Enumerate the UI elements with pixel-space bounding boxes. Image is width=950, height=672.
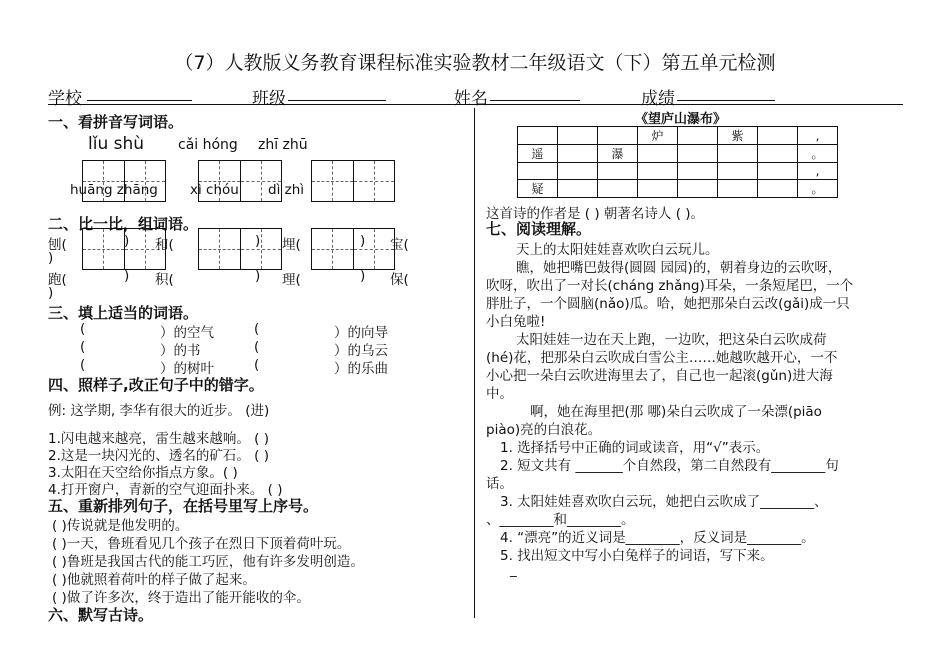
- reading-p3-line4: 中。: [486, 386, 513, 402]
- reading-p2-line2: 吹呀，吹出了一对长(cháng zhǎng)耳朵，一条短尾巴，一个: [486, 278, 854, 294]
- poem-cell[interactable]: [718, 145, 758, 163]
- compare-char-3: 埋(: [282, 237, 301, 253]
- fill-open-4: (: [254, 339, 260, 355]
- reading-p2-line1: 瞧，她把嘴巴鼓得(圆圆 园园)的，朝着身边的云吹呀，: [516, 260, 842, 276]
- class-label: 班级: [252, 89, 286, 109]
- compare-char-4: 宝(: [390, 237, 409, 253]
- poem-cell[interactable]: [718, 180, 758, 198]
- poem-cell[interactable]: [718, 163, 758, 180]
- correction-example: 例: 这学期, 李华有很大的近步。 (进): [48, 403, 270, 419]
- correction-item-1[interactable]: 1.闪电越来越亮，雷生越来越响。 ( ): [48, 431, 269, 447]
- poem-cell[interactable]: [678, 127, 718, 145]
- poem-cell[interactable]: [758, 127, 798, 145]
- question-2-line2: 话。: [486, 476, 513, 492]
- poem-cell[interactable]: [598, 127, 638, 145]
- order-item-4[interactable]: ( )他就照着荷叶的样子做了起来。: [52, 572, 256, 588]
- reading-p2-line4: 小白兔啦!: [486, 314, 546, 330]
- compare-char-6: 积(: [155, 272, 174, 288]
- poem-cell[interactable]: [638, 163, 678, 180]
- name-label: 姓名: [454, 89, 488, 109]
- poem-cell[interactable]: [678, 145, 718, 163]
- poem-cell[interactable]: [598, 180, 638, 198]
- poem-cell[interactable]: [518, 163, 558, 180]
- section3-heading: 三、填上适当的词语。: [48, 304, 199, 322]
- pinyin-dizhi: dì zhì: [268, 182, 305, 198]
- fill-item-2[interactable]: ）的向导: [334, 325, 388, 341]
- order-item-2[interactable]: ( )一天，鲁班看见几个孩子在烈日下顶着荷叶玩。: [52, 536, 351, 552]
- school-blank[interactable]: [87, 100, 192, 101]
- poem-title: 《望庐山瀑布》: [635, 112, 727, 127]
- pinyin-liushu: lǐu shù: [88, 134, 145, 154]
- question-5-answer-line[interactable]: _: [510, 562, 517, 578]
- fill-open-1: (: [80, 321, 86, 337]
- poem-grid[interactable]: [517, 126, 838, 198]
- poem-cell[interactable]: [638, 180, 678, 198]
- score-blank[interactable]: [677, 100, 775, 101]
- pinyin-zhizhu: zhī zhū: [258, 137, 308, 153]
- reading-p3-line2: (hé)花，把那朵白云吹成白雪公主……她越吹越开心，一不: [486, 350, 838, 366]
- fill-item-4[interactable]: ）的乌云: [334, 343, 388, 359]
- poem-cell[interactable]: 。: [798, 180, 838, 198]
- poem-cell[interactable]: [758, 180, 798, 198]
- poem-cell[interactable]: [558, 145, 598, 163]
- score-label: 成绩: [641, 89, 675, 109]
- school-label: 学校: [48, 89, 82, 109]
- fill-open-3: (: [80, 339, 86, 355]
- poem-cell[interactable]: 遥: [518, 145, 558, 163]
- section6-heading: 六、默写古诗。: [48, 606, 154, 624]
- poem-cell[interactable]: [598, 163, 638, 180]
- question-2-line1[interactable]: 2. 短文共有 _______个自然段，第二自然段有________句: [500, 458, 839, 474]
- pinyin-caihong: cǎi hóng: [178, 137, 238, 153]
- class-blank[interactable]: [288, 100, 386, 101]
- compare-blank-8[interactable]: ): [48, 285, 54, 301]
- poem-cell[interactable]: 炉: [638, 127, 678, 145]
- poem-author-line[interactable]: 这首诗的作者是 ( ) 朝著名诗人 ( )。: [486, 206, 705, 222]
- correction-item-2[interactable]: 2.这是一块闪光的、透名的矿石。 ( ): [48, 448, 269, 464]
- fill-item-3[interactable]: ）的书: [160, 343, 201, 359]
- compare-blank-5[interactable]: ): [124, 268, 130, 284]
- correction-item-3[interactable]: 3.太阳在天空给你指点方象。( ): [48, 465, 238, 481]
- reading-p4-line1: 啊，她在海里把(那 哪)朵白云吹成了一朵漂(piāo: [530, 404, 822, 420]
- compare-char-1: 刨(: [48, 237, 67, 253]
- reading-p3-line3: 小心把一朵白云吹进海里去了，自己也一起滚(gǔn)进大海: [486, 368, 833, 384]
- fill-item-1[interactable]: ）的空气: [160, 325, 214, 341]
- fill-open-6: (: [254, 357, 260, 373]
- compare-blank-4[interactable]: ): [48, 250, 54, 266]
- section2-heading: 二、比一比，组词语。: [48, 215, 199, 233]
- reading-p4-line2: piào)亮的白浪花。: [486, 422, 602, 438]
- poem-cell[interactable]: [558, 163, 598, 180]
- compare-blank-3[interactable]: ): [360, 233, 366, 249]
- compare-blank-6[interactable]: ): [255, 268, 261, 284]
- fill-open-5: (: [80, 357, 86, 373]
- poem-cell[interactable]: [558, 180, 598, 198]
- compare-char-5: 跑(: [48, 272, 67, 288]
- poem-cell[interactable]: [758, 145, 798, 163]
- pinyin-xichou: xì chóu: [190, 182, 239, 198]
- writing-grid-6[interactable]: [311, 228, 395, 270]
- compare-char-2: 和(: [155, 237, 174, 253]
- writing-grid-5[interactable]: [198, 228, 282, 270]
- section4-heading: 四、照样子,改正句子中的错字。: [48, 376, 264, 394]
- poem-cell[interactable]: [758, 163, 798, 180]
- question-3-line2[interactable]: 、________和________。: [486, 512, 635, 528]
- poem-cell[interactable]: ,: [798, 163, 838, 180]
- poem-cell[interactable]: [558, 127, 598, 145]
- reading-p2-line3: 胖肚子，一个圆脑(nǎo)瓜。哈，她把那朵白云改(gǎi)成一只: [486, 296, 850, 312]
- question-1: 1. 选择括号中正确的词或读音，用“√”表示。: [500, 440, 770, 456]
- reading-p3-line1: 太阳娃娃一边在天上跑，一边吹，把这朵白云吹成荷: [516, 332, 827, 348]
- section5-heading: 五、重新排列句子，在括号里写上序号。: [48, 497, 319, 515]
- section1-heading: 一、看拼音写词语。: [48, 113, 184, 131]
- poem-cell[interactable]: [518, 127, 558, 145]
- compare-blank-2[interactable]: ): [255, 233, 261, 249]
- poem-cell[interactable]: 紫: [718, 127, 758, 145]
- fill-open-2: (: [254, 321, 260, 337]
- poem-cell[interactable]: [638, 145, 678, 163]
- poem-cell[interactable]: [678, 163, 718, 180]
- poem-cell[interactable]: [678, 180, 718, 198]
- order-item-1[interactable]: ( )传说就是他发明的。: [52, 518, 189, 534]
- correction-item-4[interactable]: 4.打开窗户，青新的空气迎面扑来。 ( ): [48, 482, 283, 498]
- poem-cell[interactable]: 瀑: [598, 145, 638, 163]
- poem-cell[interactable]: ,: [798, 127, 838, 145]
- compare-blank-7[interactable]: ): [360, 268, 366, 284]
- reading-p1: 天上的太阳娃娃喜欢吹白云玩儿。: [516, 242, 719, 258]
- question-5: 5. 找出短文中写小白兔样子的词语，写下来。: [500, 548, 774, 564]
- fill-item-5[interactable]: ）的树叶: [160, 361, 214, 377]
- compare-char-8: 保(: [390, 272, 409, 288]
- column-divider: [474, 108, 475, 618]
- order-item-5[interactable]: ( )做了许多次，终于造出了能开能收的伞。: [52, 590, 310, 606]
- poem-cell[interactable]: 疑: [518, 180, 558, 198]
- compare-char-7: 理(: [282, 272, 301, 288]
- pinyin-huangzhang: huāng zhāng: [70, 182, 158, 198]
- order-item-3[interactable]: ( )鲁班是我国古代的能工巧匠，他有许多发明创造。: [52, 554, 364, 570]
- question-3-line1[interactable]: 3. 太阳娃娃喜欢吹白云玩，她把白云吹成了________、: [500, 494, 828, 510]
- poem-cell[interactable]: 。: [798, 145, 838, 163]
- page-title: （7）人教版义务教育课程标准实验教材二年级语文（下）第五单元检测: [174, 52, 776, 74]
- writing-grid-3[interactable]: [311, 160, 395, 202]
- section7-heading: 七、阅读理解。: [486, 220, 592, 238]
- header-divider: [48, 104, 903, 105]
- fill-item-6[interactable]: ）的乐曲: [334, 361, 388, 377]
- question-4[interactable]: 4. “漂亮”的近义词是________，反义词是________。: [500, 530, 815, 546]
- name-blank[interactable]: [490, 100, 580, 101]
- compare-blank-1[interactable]: ): [124, 233, 130, 249]
